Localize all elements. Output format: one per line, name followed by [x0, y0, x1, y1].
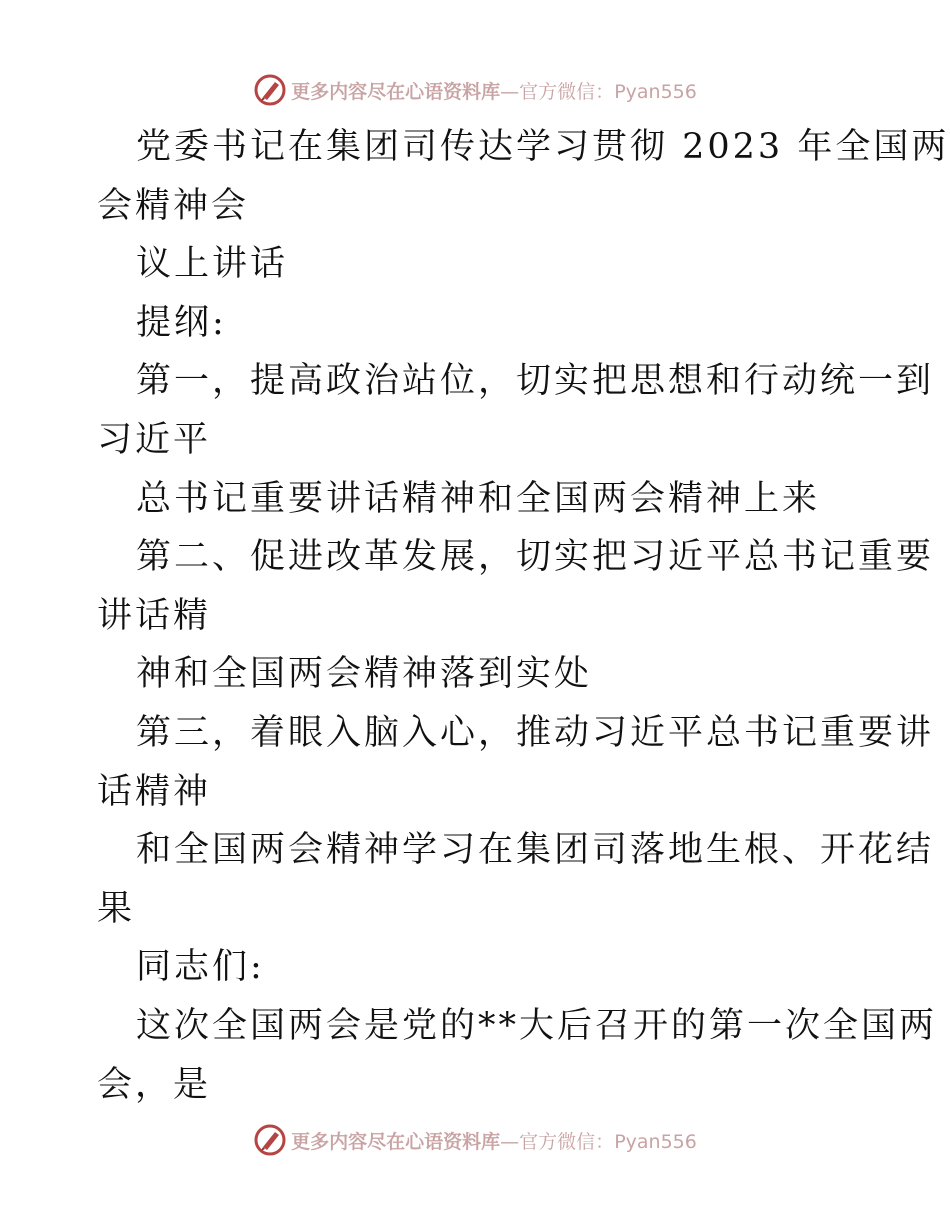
document-body — [97, 118, 950, 1114]
watermark-dash: — — [500, 80, 520, 103]
document-line: 总书记重要讲话精神和全国两会精神上来 — [136, 478, 821, 519]
document-line: 第一，提高政治站位，切实把思想和行动统一到 — [136, 361, 935, 402]
document-line: 话精神 — [97, 771, 212, 812]
document-line: 党委书记在集团司传达学习贯彻 2023 年全国两 — [136, 127, 950, 167]
watermark-main-text: 更多内容尽在心语资料库 — [291, 1130, 501, 1153]
pen-seal-icon — [253, 1123, 287, 1157]
watermark-text — [291, 1127, 697, 1154]
watermark-id: Pyan556 — [614, 1130, 697, 1153]
document-line: 会精神会 — [97, 185, 250, 226]
document-line: 第二、促进改革发展，切实把习近平总书记重要 — [136, 537, 935, 578]
document-line: 讲话精 — [97, 595, 212, 636]
watermark-label: 官方微信： — [519, 1130, 615, 1153]
watermark-id: Pyan556 — [614, 80, 697, 103]
document-line: 神和全国两会精神落到实处 — [136, 654, 593, 695]
document-line: 同志们: — [136, 947, 265, 988]
header-watermark — [0, 70, 950, 110]
watermark-dash: — — [500, 1130, 520, 1153]
document-line: 果 — [97, 888, 136, 929]
document-line: 议上讲话 — [136, 244, 289, 285]
pen-seal-icon — [253, 73, 287, 107]
document-line: 第三，着眼入脑入心，推动习近平总书记重要讲 — [136, 712, 935, 753]
document-line: 习近平 — [97, 419, 212, 460]
document-line: 和全国两会精神学习在集团司落地生根、开花结 — [136, 830, 935, 871]
document-line: 会，是 — [97, 1064, 212, 1105]
document-line: 提纲: — [136, 302, 227, 343]
watermark-label: 官方微信： — [519, 80, 615, 103]
document-line: 这次全国两会是党的**大后召开的第一次全国两 — [136, 1005, 938, 1046]
watermark-text — [291, 77, 697, 104]
watermark-main-text: 更多内容尽在心语资料库 — [291, 80, 501, 103]
footer-watermark — [0, 1120, 950, 1160]
